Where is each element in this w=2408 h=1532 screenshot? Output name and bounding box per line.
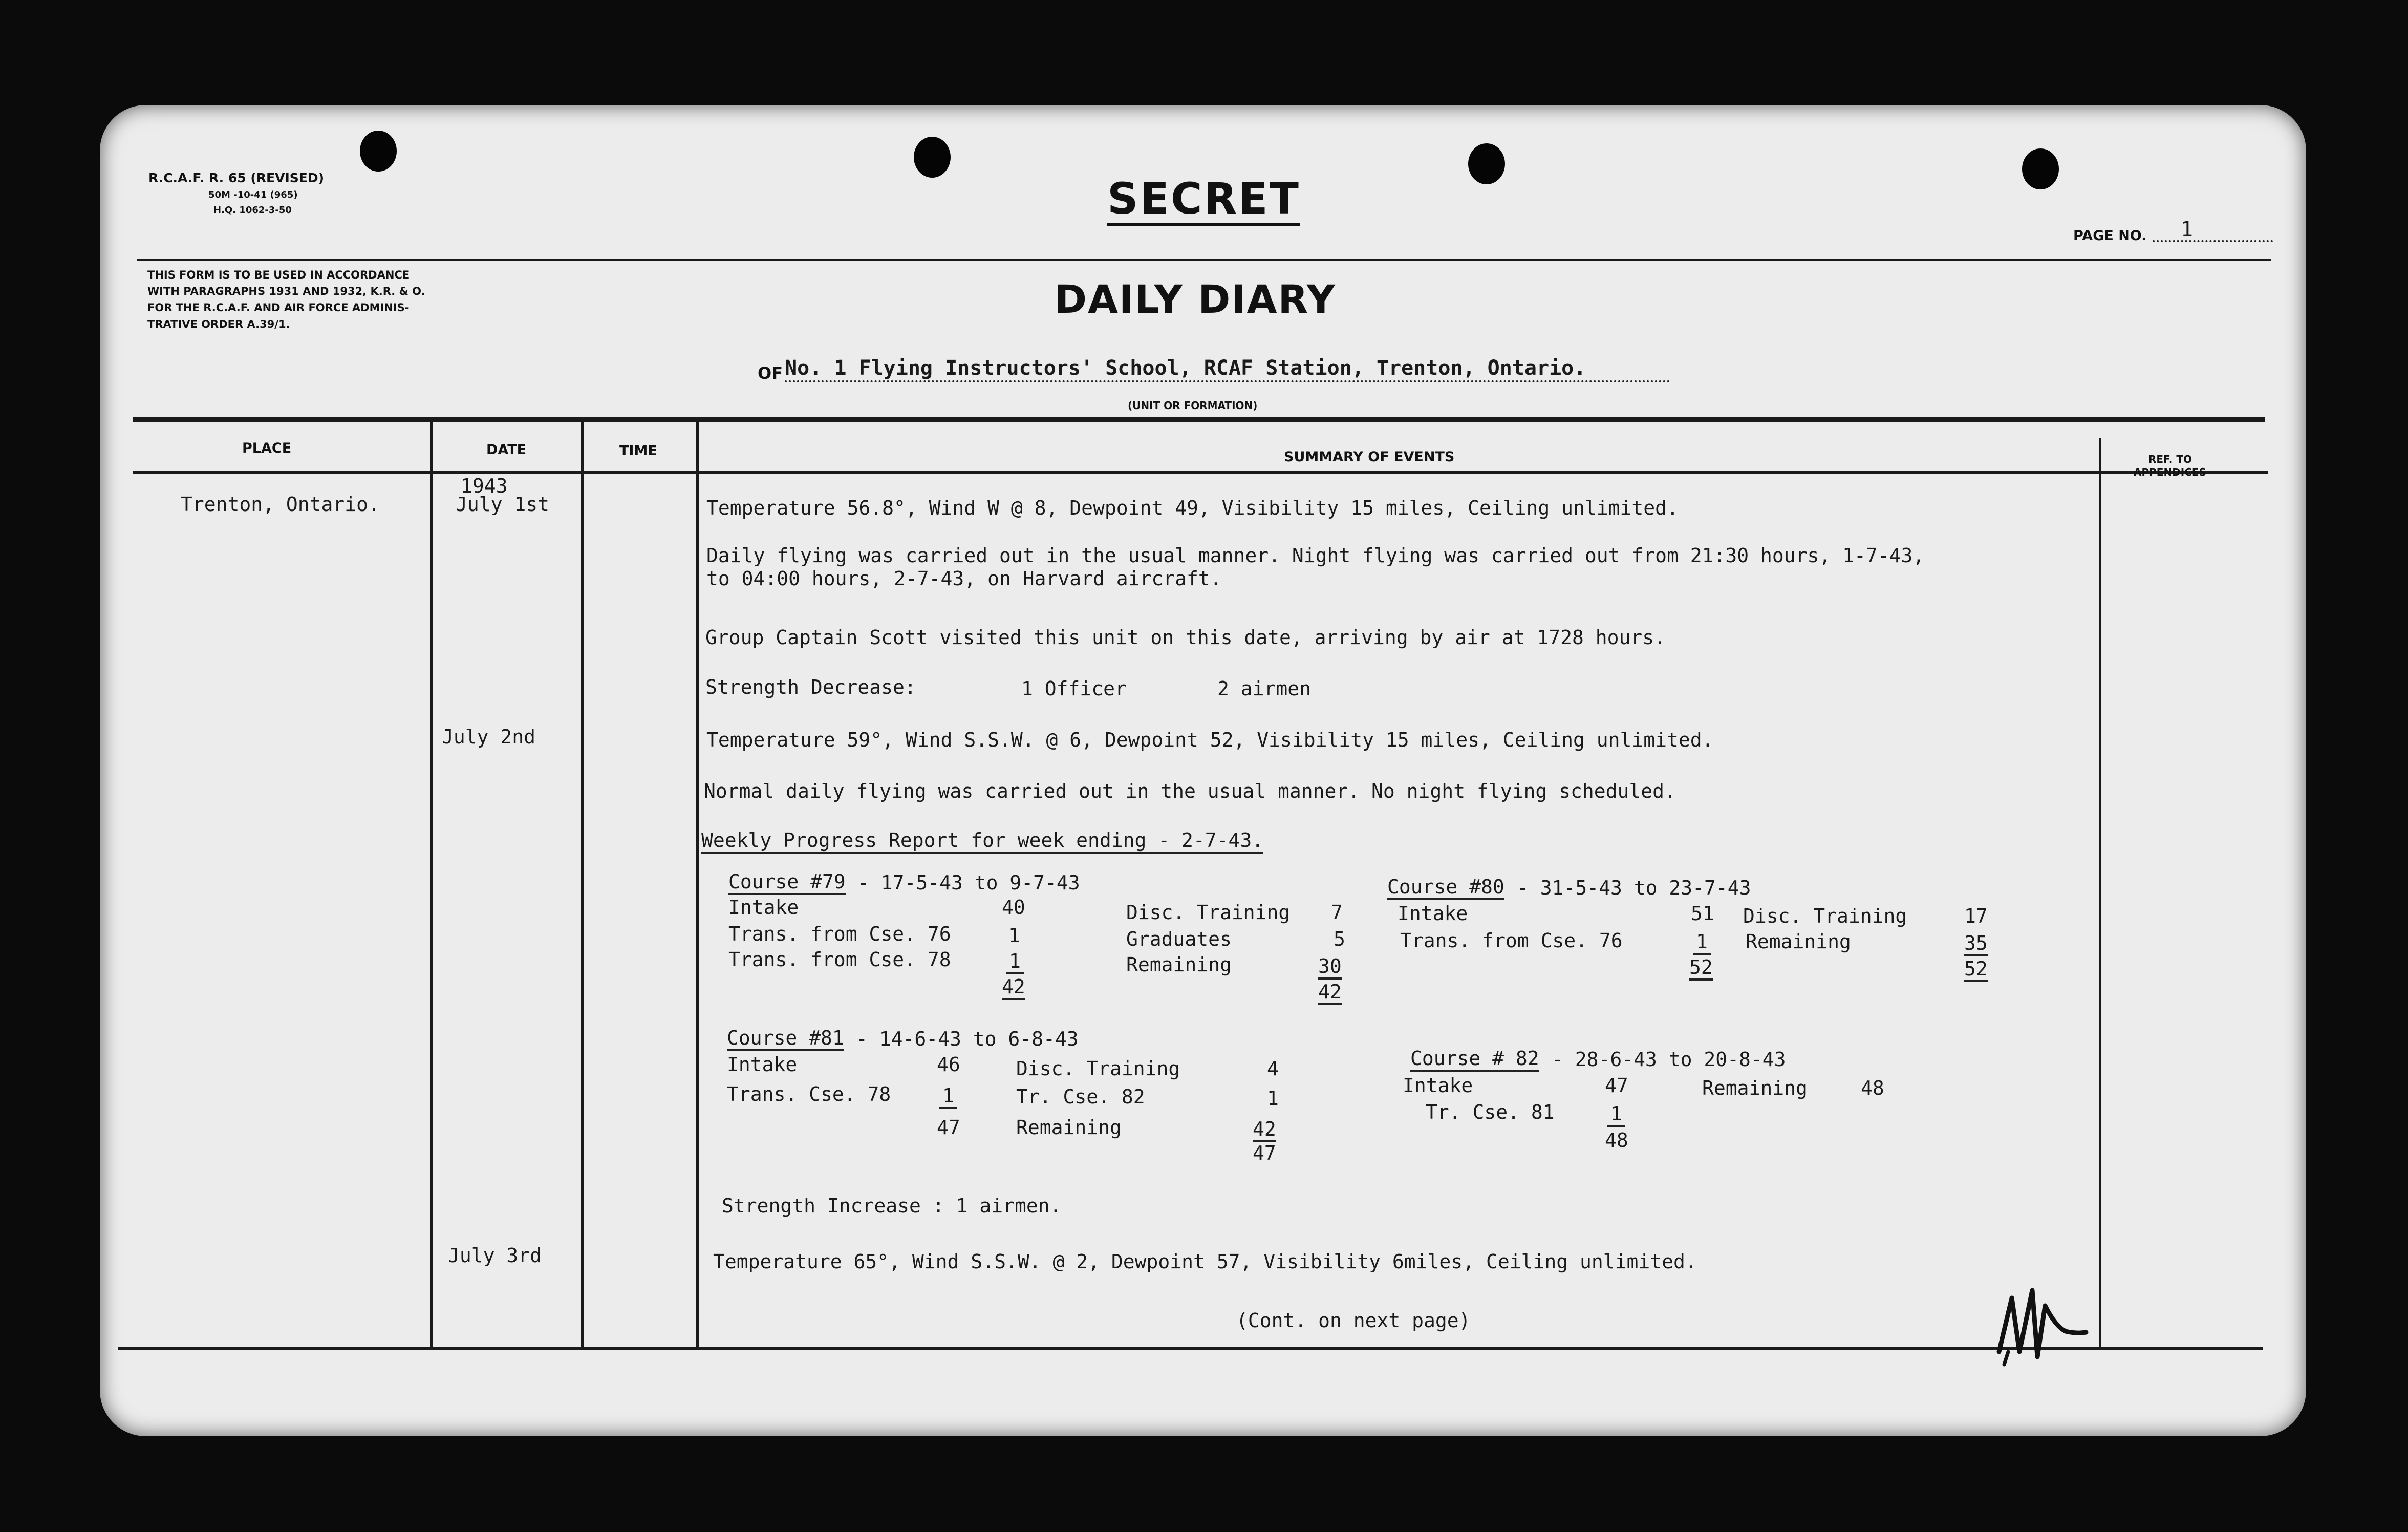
course-82-heading: Course # 82 — [1410, 1047, 1539, 1072]
course-79-trans-78: 1 — [1006, 950, 1024, 974]
course-79-intake-label: Intake — [728, 896, 799, 919]
page-label: PAGE NO. — [2073, 228, 2147, 244]
course-79-grad-label: Graduates — [1126, 928, 1232, 950]
course-81-intake-label: Intake — [727, 1053, 798, 1076]
date-entry: July 3rd — [448, 1244, 542, 1267]
course-81-total-2: 47 — [1253, 1142, 1276, 1164]
course-81-disc: 4 — [1267, 1057, 1279, 1080]
course-79-trans-78-label: Trans. from Cse. 78 — [728, 948, 951, 971]
course-82-tr81-label: Tr. Cse. 81 — [1426, 1101, 1555, 1123]
course-79-grad: 5 — [1334, 928, 1345, 950]
unit-name: No. 1 Flying Instructors' School, RCAF Station, Trenton, Ontario. — [785, 356, 1670, 382]
course-81-intake: 46 — [937, 1053, 960, 1076]
course-80-heading: Course #80 — [1387, 876, 1504, 900]
course-81-heading: Course #81 — [727, 1027, 844, 1051]
continued-note: (Cont. on next page) — [1236, 1309, 1471, 1332]
course-81-trans-78: 1 — [939, 1084, 957, 1109]
course-81-rem: 42 — [1253, 1118, 1276, 1142]
course-80-rem-label: Remaining — [1746, 930, 1851, 953]
course-79-heading: Course #79 — [728, 870, 846, 895]
course-80-trans-76: 1 — [1693, 930, 1711, 955]
course-80-rem: 35 — [1964, 932, 1988, 956]
table-bottom-rule — [118, 1347, 2263, 1350]
form-print-code: 50M -10-41 (965) — [208, 189, 298, 200]
column-header-summary: SUMMARY OF EVENTS — [1284, 449, 1455, 465]
course-81-disc-label: Disc. Training — [1016, 1057, 1180, 1080]
course-79-rem: 30 — [1318, 955, 1342, 980]
course-80-intake-label: Intake — [1397, 902, 1468, 925]
course-81-tr82-label: Tr. Cse. 82 — [1016, 1086, 1145, 1108]
column-divider — [696, 422, 699, 1347]
table-top-rule — [133, 417, 2265, 422]
weather-entry: Temperature 59°, Wind S.S.W. @ 6, Dewpoint 52, Visibility 15 miles, Ceiling unlimited. — [706, 729, 1714, 751]
column-header-ref: APPENDICES — [2134, 466, 2206, 478]
form-instruction-line: FOR THE R.C.A.F. AND AIR FORCE ADMINIS- — [147, 302, 410, 314]
column-divider — [581, 422, 584, 1347]
weather-entry: Temperature 65°, Wind S.S.W. @ 2, Dewpoint 57, Visibility 6miles, Ceiling unlimited. — [713, 1250, 1697, 1273]
course-80-total-2: 52 — [1964, 958, 1988, 982]
page-title: DAILY DIARY — [1055, 276, 1336, 322]
binder-hole — [1468, 143, 1505, 184]
course-80-disc: 17 — [1964, 905, 1988, 927]
course-80-total: 52 — [1689, 956, 1713, 981]
course-81-tr82: 1 — [1267, 1087, 1279, 1110]
course-80-disc-label: Disc. Training — [1743, 905, 1907, 927]
course-82-intake: 47 — [1605, 1074, 1628, 1097]
binder-hole — [2022, 148, 2059, 189]
header-rule — [137, 259, 2271, 261]
course-81-rem-label: Remaining — [1016, 1116, 1122, 1139]
strength-decrease-officers: 1 Officer — [1021, 677, 1127, 700]
summary-entry: Daily flying was carried out in the usual manner. Night flying was carried out from 21:30 hours, 1-7-43, — [706, 544, 1925, 567]
date-entry: July 1st — [456, 493, 550, 516]
unit-caption: (UNIT OR FORMATION) — [1128, 399, 1258, 412]
of-label: OF — [758, 364, 783, 383]
form-instruction-line: THIS FORM IS TO BE USED IN ACCORDANCE — [147, 269, 410, 281]
strength-increase: Strength Increase : 1 airmen. — [722, 1195, 1062, 1217]
course-82-total: 48 — [1605, 1129, 1628, 1152]
weekly-report-heading: Weekly Progress Report for week ending - 2-7-43. — [701, 828, 1263, 854]
column-header-time: TIME — [619, 443, 657, 459]
handwritten-initials — [1984, 1275, 2091, 1377]
course-82-tr81: 1 — [1607, 1102, 1625, 1127]
strength-decrease-airmen: 2 airmen — [1217, 677, 1312, 700]
weather-entry: Temperature 56.8°, Wind W @ 8, Dewpoint 49, Visibility 15 miles, Ceiling unlimited. — [706, 497, 1679, 519]
form-instruction-line: TRATIVE ORDER A.39/1. — [147, 318, 290, 330]
summary-entry: Group Captain Scott visited this unit on this date, arriving by air at 1728 hours. — [705, 626, 1666, 649]
course-82-rem: 48 — [1861, 1077, 1884, 1099]
course-80-dates: - 31-5-43 to 23-7-43 — [1517, 877, 1751, 899]
course-82-intake-label: Intake — [1403, 1074, 1473, 1097]
column-header-date: DATE — [486, 442, 527, 458]
year-entry: 1943 — [461, 475, 508, 497]
strength-decrease-label: Strength Decrease: — [705, 676, 916, 698]
diary-form-card — [100, 105, 2306, 1436]
classification-stamp: SECRET — [1107, 174, 1300, 226]
course-80-trans-76-label: Trans. from Cse. 76 — [1400, 929, 1623, 952]
course-79-intake: 40 — [1002, 896, 1025, 919]
course-79-trans-76-label: Trans. from Cse. 76 — [728, 923, 951, 945]
course-80-intake: 51 — [1691, 902, 1714, 925]
place-entry: Trenton, Ontario. — [181, 493, 380, 516]
column-divider — [2099, 438, 2101, 1349]
course-79-dates: - 17-5-43 to 9-7-43 — [857, 871, 1080, 894]
summary-entry: to 04:00 hours, 2-7-43, on Harvard aircraft. — [706, 567, 1222, 590]
course-81-dates: - 14-6-43 to 6-8-43 — [856, 1028, 1079, 1050]
column-divider — [430, 422, 433, 1347]
summary-entry: Normal daily flying was carried out in the usual manner. No night flying scheduled. — [704, 780, 1676, 802]
course-79-total: 42 — [1002, 975, 1025, 1000]
binder-hole — [360, 131, 397, 172]
course-82-dates: - 28-6-43 to 20-8-43 — [1552, 1048, 1786, 1071]
column-header-rule — [133, 471, 2268, 474]
course-79-disc: 7 — [1331, 901, 1343, 924]
binder-hole — [914, 137, 951, 178]
course-79-rem-label: Remaining — [1126, 953, 1232, 976]
form-instruction-line: WITH PARAGRAPHS 1931 AND 1932, K.R. & O. — [147, 285, 425, 297]
course-79-trans-76: 1 — [1008, 924, 1020, 947]
course-79-disc-label: Disc. Training — [1126, 901, 1291, 924]
course-82-rem-label: Remaining — [1702, 1077, 1808, 1099]
date-entry: July 2nd — [442, 726, 536, 748]
course-79-total-2: 42 — [1318, 981, 1342, 1005]
page-number: 1 — [2153, 219, 2273, 242]
form-id: R.C.A.F. R. 65 (REVISED) — [148, 171, 325, 185]
course-81-trans-78-label: Trans. Cse. 78 — [727, 1083, 891, 1105]
form-hq-code: H.Q. 1062-3-50 — [213, 205, 292, 216]
course-81-total: 47 — [937, 1116, 960, 1139]
column-header-ref: REF. TO — [2148, 453, 2192, 465]
column-header-place: PLACE — [242, 440, 292, 456]
